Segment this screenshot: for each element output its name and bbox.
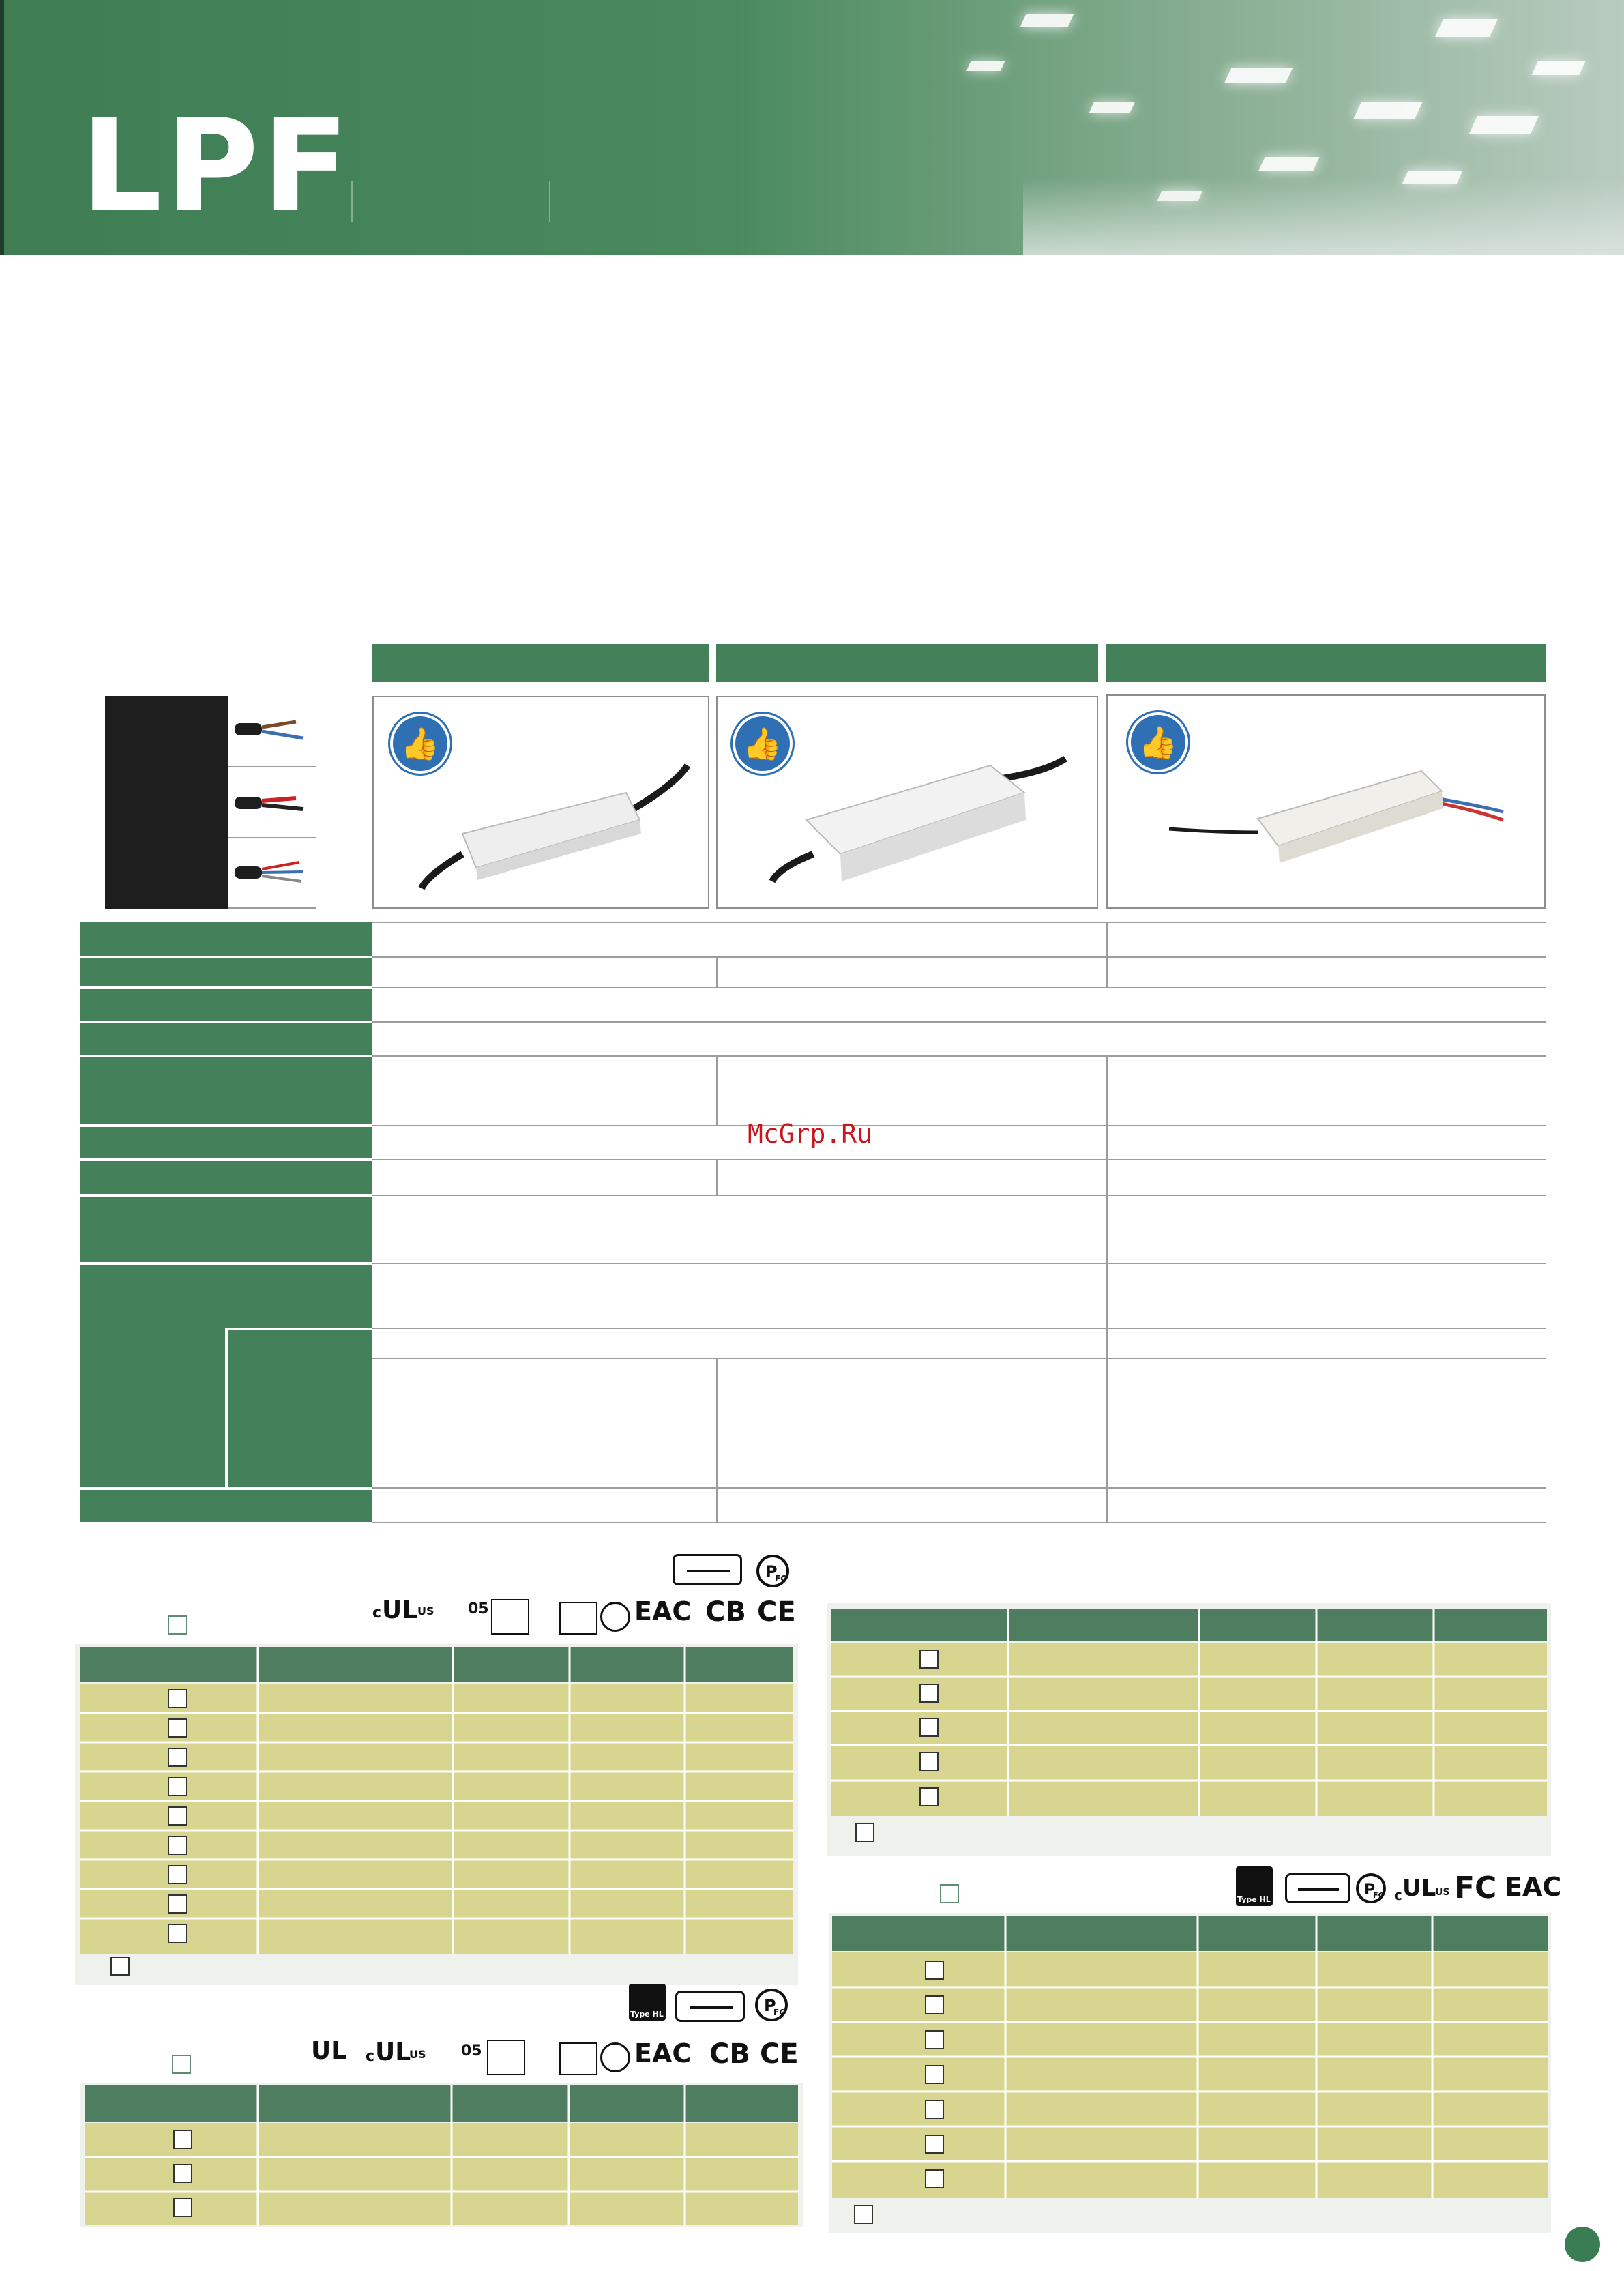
checkbox-icon [919,1752,939,1771]
ce-mark: CE [760,2038,799,2070]
banner-fade [1023,177,1624,255]
checkbox-icon [168,1894,187,1914]
checkbox-icon [925,2065,944,2084]
ul-c-mark: c [1394,1887,1402,1903]
cable-icons [228,696,316,909]
cert-logo-3 [559,1602,597,1635]
checkbox-icon [168,1806,187,1826]
ceiling-light [1531,61,1585,75]
thumbs-up-icon: 👍 [733,714,793,774]
checkbox-icon [919,1718,939,1737]
svg-text:FC: FC [1373,1891,1384,1900]
page-title: LPF [80,91,353,241]
watermark: McGrp.Ru [748,1119,873,1149]
checkbox-icon [172,2055,191,2074]
product-photo-2 [716,696,1098,909]
ceiling-light [966,61,1005,71]
cable-type-labels [105,696,228,909]
ceiling-light [1353,102,1422,119]
product-photo-1 [372,696,709,909]
ul-us-mark: US [1435,1887,1450,1898]
checkbox-icon [925,2169,944,2188]
checkbox-icon [168,1865,187,1884]
checkbox-icon [925,1995,944,2014]
checkbox-icon [919,1684,939,1703]
cable-icon [228,696,316,909]
pfc-badge [1352,1872,1390,1905]
checkbox-icon [168,1748,187,1767]
column-header-2 [716,644,1098,682]
ceiling-light [1258,157,1319,171]
page-number-dot [1565,2227,1600,2262]
model-table-1 [75,1644,798,1985]
ul-mark: UL [382,1596,418,1624]
model-table-2 [80,2083,803,2227]
ceiling-light [1020,14,1074,27]
checkbox-icon [168,1777,187,1796]
enec-mark: 05 [461,2042,482,2060]
checkbox-icon [173,2198,192,2217]
cb-mark: CB [709,2038,750,2070]
column-header-3 [1106,644,1546,682]
cert-logo-1 [491,1599,529,1635]
cb-mark: CB [705,1596,746,1628]
ul-c-mark: c [366,2048,375,2065]
model-table-4 [829,1913,1551,2233]
ceiling-light [1469,116,1539,134]
ceiling-light [1089,102,1134,113]
cert-logo-1 [487,2040,525,2075]
checkbox-icon [925,2135,944,2154]
checkbox-icon [168,1689,187,1708]
svg-text:P: P [1364,1881,1376,1899]
eac-mark: EAC [634,1596,692,1626]
enec-mark: 05 [468,1600,489,1617]
checkbox-icon [110,1957,130,1976]
checkbox-icon [919,1787,939,1806]
ce-mark: CE [757,1596,796,1628]
checkbox-icon [168,1615,187,1635]
ul-mark: UL [375,2038,411,2066]
eac-mark: EAC [634,2038,692,2068]
checkbox-icon [854,2205,873,2224]
checkbox-icon [925,2100,944,2119]
type-hl-badge: Type HL [1236,1866,1273,1906]
ceiling-light [1435,19,1498,37]
svg-text:FC: FC [775,1574,787,1583]
cert-logo-3 [559,2042,597,2075]
eac-mark: EAC [1505,1872,1562,1902]
svg-text:P: P [765,1562,778,1581]
fcc-mark: FC [1454,1871,1497,1905]
ul-us-mark: US [409,2048,426,2061]
checkbox-icon [855,1823,874,1842]
cert-logo-2 [529,1603,557,1630]
checkbox-icon [940,1884,959,1903]
checkbox-icon [168,1718,187,1738]
banner-edge [0,0,4,255]
ceiling-light [1224,68,1293,83]
type-hl-badge: Type HL [629,1984,666,2021]
thumbs-up-icon: 👍 [390,714,450,774]
product-photo-3 [1106,694,1546,909]
checkbox-icon [173,2164,192,2183]
ul-mark: UL [1402,1875,1436,1902]
checkbox-icon [173,2130,192,2149]
checkbox-icon [168,1836,187,1855]
ccc-logo [600,2042,630,2072]
pfc-badge [750,1554,795,1588]
ul-c-mark: c [372,1605,382,1622]
ul-mark: UL [311,2037,347,2065]
class2-badge [675,1991,745,2022]
ul-us-mark: US [417,1605,434,1617]
model-table-3 [827,1603,1551,1856]
checkbox-icon [919,1650,939,1669]
svg-text:FC: FC [773,2008,786,2017]
checkbox-icon [925,2030,944,2049]
column-header-1 [372,644,709,682]
checkbox-icon [925,1961,944,1980]
pfc-badge [749,1988,794,2022]
ccc-logo [600,1602,630,1632]
svg-text:P: P [764,1996,776,2015]
checkbox-icon [168,1924,187,1943]
class2-badge [1285,1873,1350,1903]
thumbs-up-icon: 👍 [1128,712,1188,772]
class2-badge [673,1554,742,1585]
